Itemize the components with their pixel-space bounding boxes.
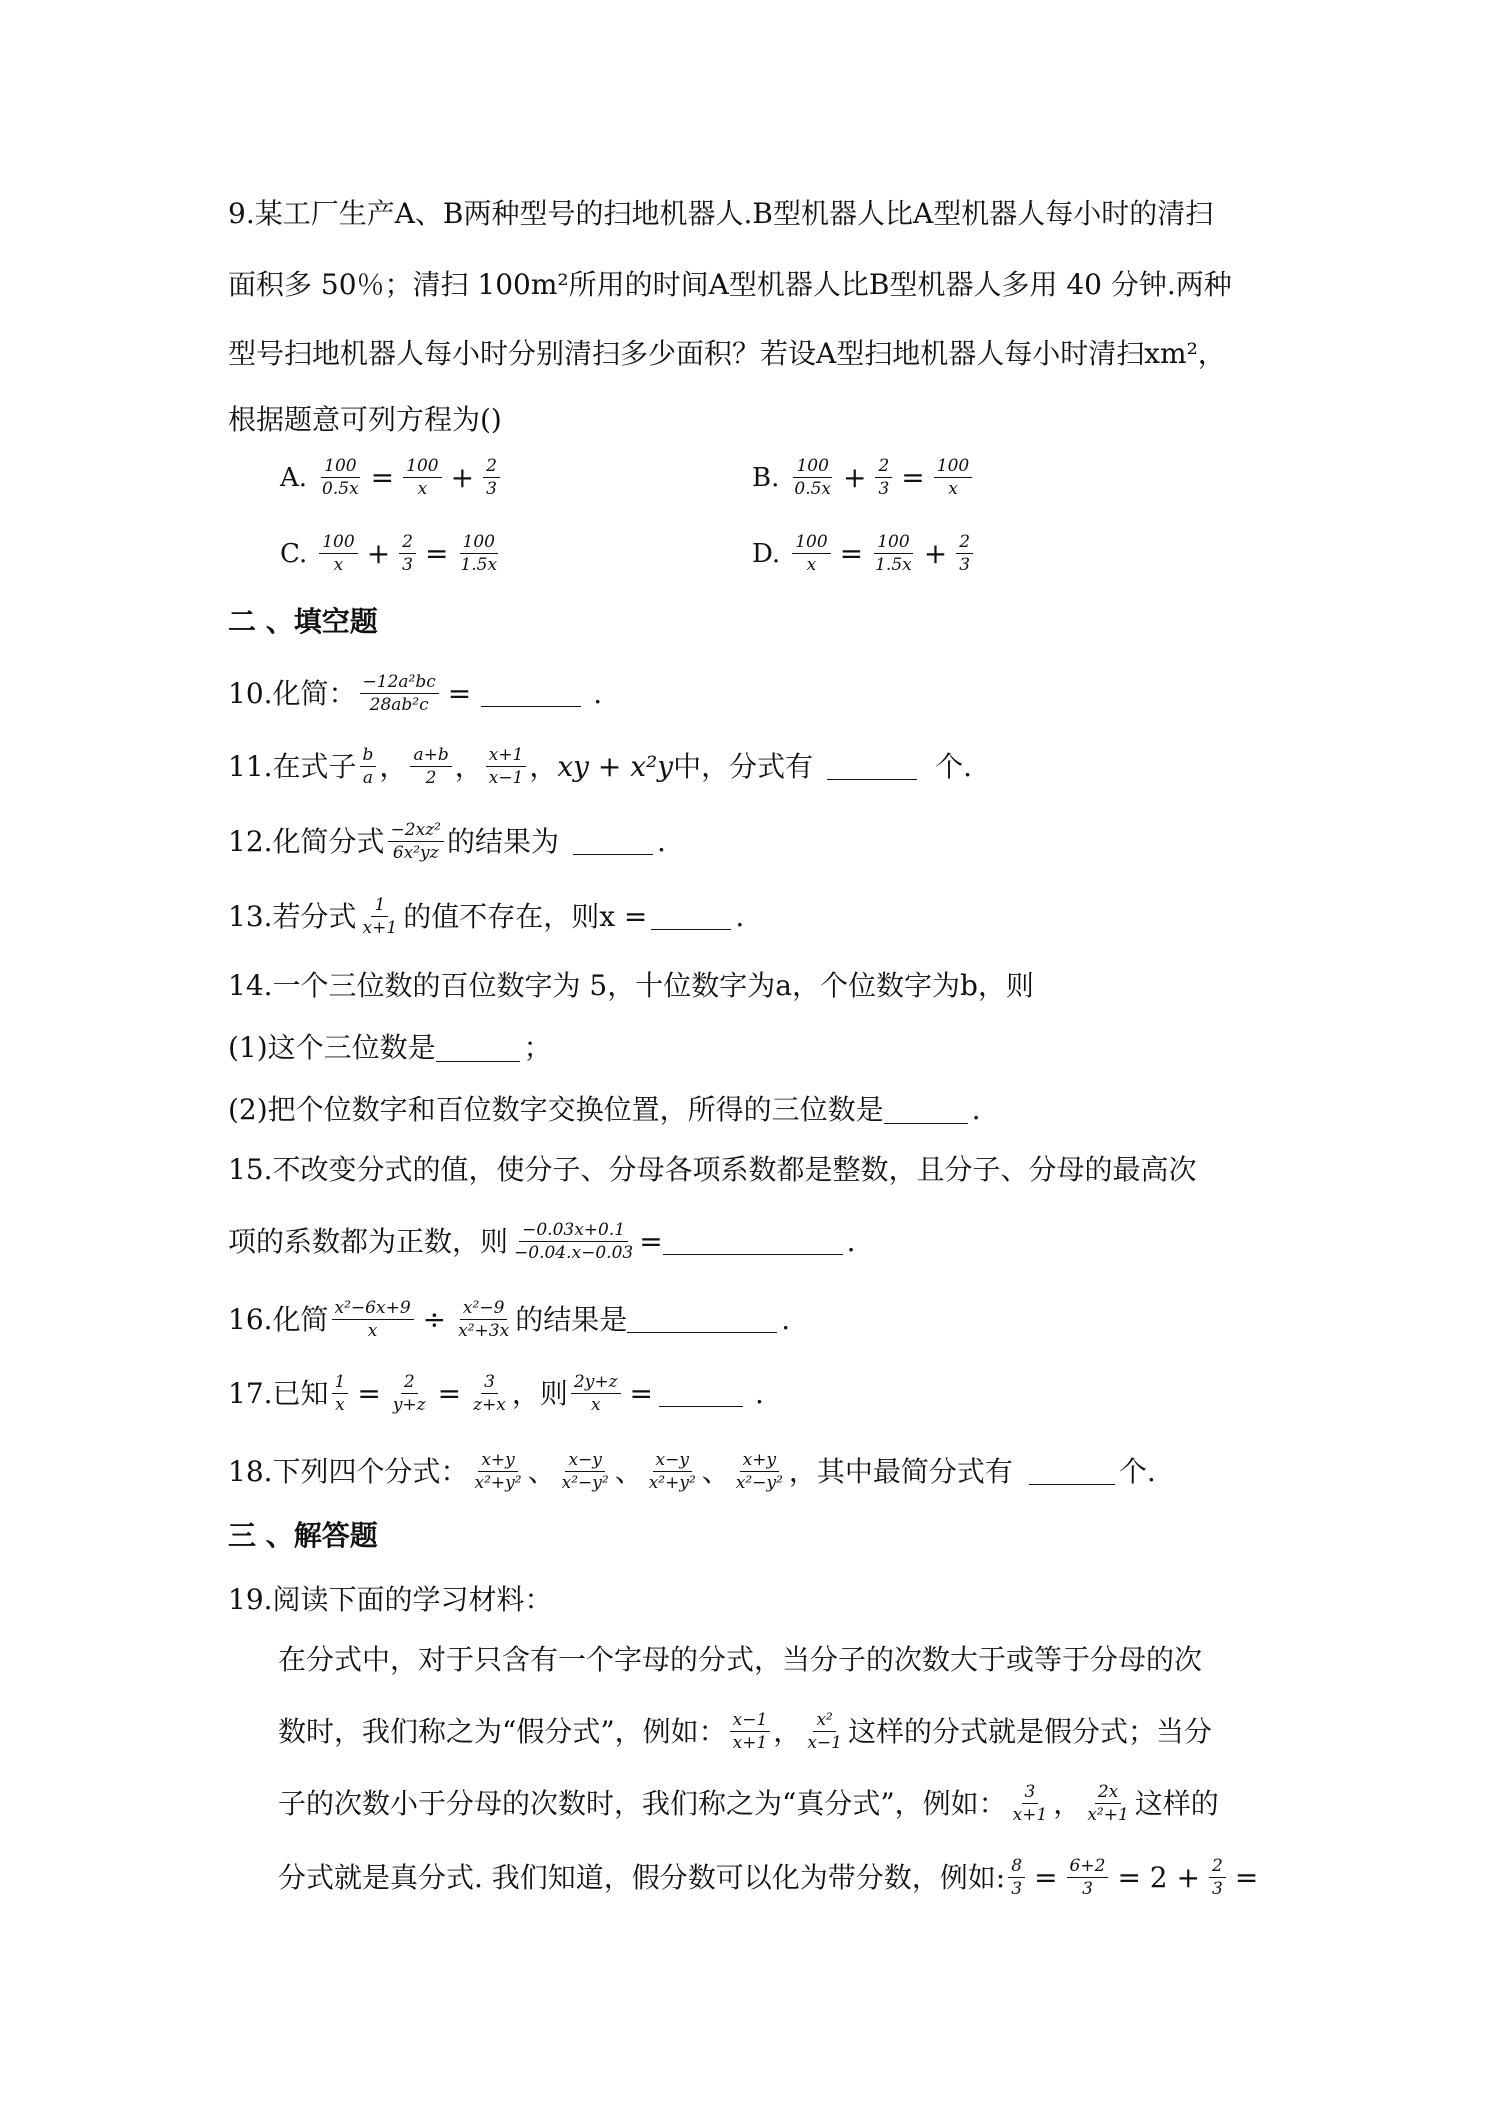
numerator: 100 bbox=[460, 532, 498, 554]
fraction bbox=[332, 1372, 349, 1415]
operator: = bbox=[370, 460, 395, 494]
equals-sign: = bbox=[629, 1376, 654, 1410]
question-text: 的结果是 bbox=[515, 1302, 628, 1336]
fraction bbox=[360, 745, 377, 788]
q13 bbox=[228, 895, 744, 938]
q9-line-1: 9.某工厂生产A、B两种型号的扫地机器人.B型机器人比A型机器人每小时的清扫 bbox=[228, 197, 1214, 230]
answer-blank[interactable] bbox=[436, 1035, 520, 1062]
fraction bbox=[571, 1372, 621, 1415]
denominator: 3 bbox=[1211, 1879, 1223, 1899]
question-text: 数时，我们称之为“假分式”，例如： bbox=[278, 1714, 727, 1748]
section-heading-answer: 三 、解答题 bbox=[228, 1519, 378, 1552]
fraction bbox=[646, 1450, 699, 1493]
numerator: x−y bbox=[565, 1450, 604, 1472]
math-expression: xy + x²y bbox=[557, 749, 674, 783]
numerator: 3 bbox=[481, 1372, 498, 1394]
q9-line-4: 根据题意可列方程为() bbox=[228, 403, 502, 436]
denominator: x+1 bbox=[732, 1733, 768, 1753]
question-text: ； bbox=[523, 1031, 552, 1064]
fraction bbox=[804, 1710, 845, 1753]
separator: 、 bbox=[527, 1454, 556, 1488]
numerator: −12a²bc bbox=[360, 672, 439, 694]
operator: = bbox=[901, 460, 925, 494]
q14-sub-1 bbox=[228, 1028, 552, 1068]
denominator: x²+y² bbox=[474, 1473, 522, 1493]
answer-blank[interactable] bbox=[663, 1228, 843, 1255]
denominator: x²+y² bbox=[648, 1473, 696, 1493]
question-text: 17.已知 bbox=[228, 1376, 329, 1410]
denominator: x²+1 bbox=[1087, 1805, 1129, 1825]
q14-line: 14.一个三位数的百位数字为 5，十位数字为a，个位数字为b，则 bbox=[228, 969, 1034, 1002]
question-text: 个. bbox=[935, 749, 973, 783]
denominator: 3 bbox=[959, 555, 971, 575]
numerator: b bbox=[360, 745, 377, 767]
separator: 、 bbox=[701, 1454, 730, 1488]
denominator: 3 bbox=[878, 479, 890, 499]
option-label: C. bbox=[280, 538, 308, 569]
numerator: 2 bbox=[401, 1372, 418, 1394]
operator: + bbox=[366, 536, 391, 570]
answer-blank[interactable] bbox=[659, 1380, 743, 1407]
question-text: 这样的 bbox=[1134, 1786, 1219, 1820]
question-text: 12.化简分式 bbox=[228, 824, 385, 858]
separator: 、 bbox=[614, 1454, 643, 1488]
q12 bbox=[228, 820, 666, 863]
denominator: x bbox=[590, 1395, 601, 1415]
fraction bbox=[511, 1220, 636, 1263]
q9-option-d bbox=[752, 532, 976, 575]
denominator: x²−y² bbox=[735, 1473, 783, 1493]
question-text: 中，分式有 bbox=[673, 749, 814, 783]
denominator: a bbox=[362, 768, 374, 788]
answer-blank[interactable] bbox=[573, 828, 653, 855]
denominator: 2 bbox=[425, 768, 437, 788]
numerator: x² bbox=[813, 1710, 835, 1732]
denominator: 0.5x bbox=[322, 479, 359, 499]
fraction bbox=[486, 745, 527, 788]
denominator: x−1 bbox=[807, 1733, 842, 1753]
numerator: 1 bbox=[371, 895, 388, 917]
numerator: 2 bbox=[1209, 1856, 1226, 1878]
question-text: 这样的分式就是假分式；当分 bbox=[847, 1714, 1212, 1748]
numerator: −2xz² bbox=[388, 820, 444, 842]
denominator: 28ab²c bbox=[369, 695, 429, 715]
fraction bbox=[1010, 1782, 1051, 1825]
equals-sign: = bbox=[1034, 1860, 1058, 1894]
numerator: 100 bbox=[792, 532, 830, 554]
denominator: 3 bbox=[402, 555, 413, 575]
fraction bbox=[791, 456, 834, 499]
equals-sign: = bbox=[639, 1224, 663, 1258]
q19-paragraph-line-3 bbox=[278, 1782, 1219, 1825]
denominator: x bbox=[948, 479, 958, 499]
numerator: x+y bbox=[478, 1450, 517, 1472]
numerator: x−1 bbox=[730, 1710, 771, 1732]
q19-title: 19.阅读下面的学习材料： bbox=[228, 1583, 553, 1616]
numerator: 2 bbox=[483, 456, 500, 478]
fraction bbox=[360, 672, 439, 715]
fraction bbox=[455, 1298, 512, 1341]
separator: ， bbox=[773, 1714, 802, 1748]
fraction bbox=[792, 532, 830, 575]
fraction bbox=[559, 1450, 612, 1493]
denominator: x−1 bbox=[488, 768, 524, 788]
division-sign: ÷ bbox=[422, 1302, 447, 1336]
question-text: (2)把个位数字和百位数字交换位置，所得的三位数是 bbox=[228, 1093, 884, 1126]
denominator: x²−y² bbox=[561, 1473, 609, 1493]
question-text: 13.若分式 bbox=[228, 899, 357, 933]
fraction bbox=[388, 820, 444, 863]
answer-blank[interactable] bbox=[481, 680, 581, 707]
numerator: −0.03x+0.1 bbox=[519, 1220, 628, 1242]
operator: + bbox=[843, 460, 867, 494]
fraction bbox=[483, 456, 500, 499]
operator: = bbox=[839, 536, 864, 570]
q19-paragraph-line-2 bbox=[278, 1710, 1212, 1753]
numerator: x+1 bbox=[486, 745, 527, 767]
fraction bbox=[332, 1298, 414, 1341]
denominator: 0.5x bbox=[794, 479, 831, 499]
answer-blank[interactable] bbox=[827, 753, 917, 780]
fraction bbox=[1084, 1782, 1131, 1825]
numerator: x²−6x+9 bbox=[332, 1298, 414, 1320]
question-text: . bbox=[846, 1224, 856, 1258]
fraction bbox=[403, 456, 441, 499]
math-expression: = 2 + bbox=[1117, 1860, 1200, 1894]
fraction bbox=[390, 1372, 429, 1415]
question-text: . bbox=[971, 1093, 981, 1126]
numerator: x+y bbox=[740, 1450, 779, 1472]
question-text: 11.在式子 bbox=[228, 749, 357, 783]
denominator: 1.5x bbox=[460, 555, 498, 575]
question-text: 子的次数小于分母的次数时，我们称之为“真分式”，例如： bbox=[278, 1786, 1007, 1820]
numerator: 100 bbox=[934, 456, 972, 478]
q9-option-b bbox=[752, 456, 975, 499]
fraction bbox=[733, 1450, 786, 1493]
fraction bbox=[410, 745, 451, 788]
q9-line-3: 型号扫地机器人每小时分别清扫多少面积？若设A型扫地机器人每小时清扫xm²， bbox=[228, 337, 1226, 370]
q17 bbox=[228, 1372, 764, 1415]
numerator: a+b bbox=[410, 745, 451, 767]
fraction bbox=[1209, 1856, 1226, 1899]
numerator: 2x bbox=[1095, 1782, 1121, 1804]
equals-sign: = bbox=[447, 676, 472, 710]
fraction bbox=[399, 532, 416, 575]
q9-option-c bbox=[280, 532, 503, 575]
fraction bbox=[934, 456, 972, 499]
q14-sub-2 bbox=[228, 1090, 981, 1130]
question-text: 分式就是真分式. 我们知道，假分数可以化为带分数，例如: bbox=[278, 1860, 1006, 1894]
numerator: 100 bbox=[874, 532, 912, 554]
denominator: x+1 bbox=[1012, 1805, 1048, 1825]
q9-line-2: 面积多 50％；清扫 100m²所用的时间A型机器人比B型机器人多用 40 分钟.两种 bbox=[228, 268, 1232, 301]
fraction bbox=[872, 532, 915, 575]
answer-blank[interactable] bbox=[627, 1306, 777, 1333]
question-text: 的结果为 bbox=[446, 824, 559, 858]
answer-blank[interactable] bbox=[651, 903, 731, 930]
numerator: 6+2 bbox=[1067, 1856, 1109, 1878]
separator: ， bbox=[454, 749, 483, 783]
denominator: 3 bbox=[486, 479, 497, 499]
numerator: x²−9 bbox=[460, 1298, 507, 1320]
fraction bbox=[875, 456, 892, 499]
operator: = bbox=[424, 536, 449, 570]
denominator: x²+3x bbox=[458, 1321, 510, 1341]
denominator: −0.04.x−0.03 bbox=[514, 1243, 634, 1263]
fraction bbox=[956, 532, 973, 575]
numerator: 3 bbox=[1022, 1782, 1039, 1804]
option-label: B. bbox=[752, 462, 780, 493]
q18 bbox=[228, 1450, 1156, 1493]
q10 bbox=[228, 672, 602, 715]
numerator: 2y+z bbox=[571, 1372, 621, 1394]
denominator: 1.5x bbox=[875, 555, 912, 575]
separator: ， bbox=[1053, 1786, 1082, 1820]
question-text: . bbox=[781, 1302, 791, 1336]
separator: ， bbox=[379, 749, 408, 783]
denominator: x+1 bbox=[362, 918, 398, 938]
denominator: x bbox=[333, 555, 344, 575]
numerator: 8 bbox=[1008, 1856, 1025, 1878]
question-text: ，则 bbox=[511, 1376, 568, 1410]
numerator: 2 bbox=[875, 456, 892, 478]
fraction bbox=[360, 895, 401, 938]
question-text: 个. bbox=[1118, 1454, 1156, 1488]
equals-sign: = bbox=[437, 1376, 462, 1410]
q19-paragraph-line-4 bbox=[278, 1856, 1264, 1899]
fraction bbox=[730, 1710, 771, 1753]
numerator: 2 bbox=[956, 532, 973, 554]
question-text: ，其中最简分式有 bbox=[788, 1454, 1013, 1488]
fraction bbox=[319, 532, 357, 575]
answer-blank[interactable] bbox=[884, 1097, 968, 1124]
numerator: x−y bbox=[653, 1450, 692, 1472]
section-heading-fill-in: 二 、填空题 bbox=[228, 605, 378, 638]
fraction bbox=[1008, 1856, 1025, 1899]
operator: + bbox=[923, 536, 948, 570]
numerator: 100 bbox=[319, 532, 357, 554]
q15-line-2 bbox=[228, 1220, 856, 1263]
numerator: 100 bbox=[321, 456, 359, 478]
numerator: 1 bbox=[332, 1372, 349, 1394]
q16 bbox=[228, 1298, 790, 1341]
question-text: . bbox=[735, 899, 745, 933]
q11 bbox=[228, 745, 972, 788]
question-text: . bbox=[755, 1376, 764, 1410]
denominator: x bbox=[367, 1321, 378, 1341]
answer-blank[interactable] bbox=[1029, 1458, 1115, 1485]
separator: ， bbox=[529, 749, 558, 783]
numerator: 100 bbox=[793, 456, 831, 478]
fraction bbox=[319, 456, 362, 499]
denominator: 6x²yz bbox=[392, 843, 439, 863]
q9-option-a bbox=[280, 456, 503, 499]
question-text: 项的系数都为正数，则 bbox=[228, 1224, 509, 1258]
denominator: z+x bbox=[473, 1395, 506, 1415]
question-text: . bbox=[656, 824, 666, 858]
fraction bbox=[472, 1450, 525, 1493]
question-text: 的值不存在，则x = bbox=[403, 899, 648, 933]
question-text: . bbox=[593, 676, 603, 710]
denominator: x bbox=[806, 555, 817, 575]
question-text: (1)这个三位数是 bbox=[228, 1031, 436, 1064]
q19-paragraph-line-1: 在分式中，对于只含有一个字母的分式，当分子的次数大于或等于分母的次 bbox=[278, 1643, 1203, 1676]
fraction bbox=[457, 532, 500, 575]
option-label: A. bbox=[280, 462, 308, 493]
q15-line-1: 15.不改变分式的值，使分子、分母各项系数都是整数，且分子、分母的最高次 bbox=[228, 1153, 1197, 1186]
option-label: D. bbox=[752, 538, 781, 569]
numerator: 2 bbox=[399, 532, 416, 554]
question-text: 18.下列四个分式： bbox=[228, 1454, 469, 1488]
denominator: 3 bbox=[1011, 1879, 1023, 1899]
denominator: x bbox=[335, 1395, 345, 1415]
equals-sign: = bbox=[1234, 1860, 1259, 1894]
question-text: 16.化简 bbox=[228, 1302, 329, 1336]
denominator: 3 bbox=[1082, 1879, 1093, 1899]
denominator: y+z bbox=[392, 1395, 426, 1415]
equals-sign: = bbox=[357, 1376, 381, 1410]
fraction bbox=[470, 1372, 509, 1415]
denominator: x bbox=[417, 479, 428, 499]
operator: + bbox=[450, 460, 475, 494]
question-text: 10.化简： bbox=[228, 676, 357, 710]
numerator: 100 bbox=[403, 456, 441, 478]
fraction bbox=[1067, 1856, 1109, 1899]
